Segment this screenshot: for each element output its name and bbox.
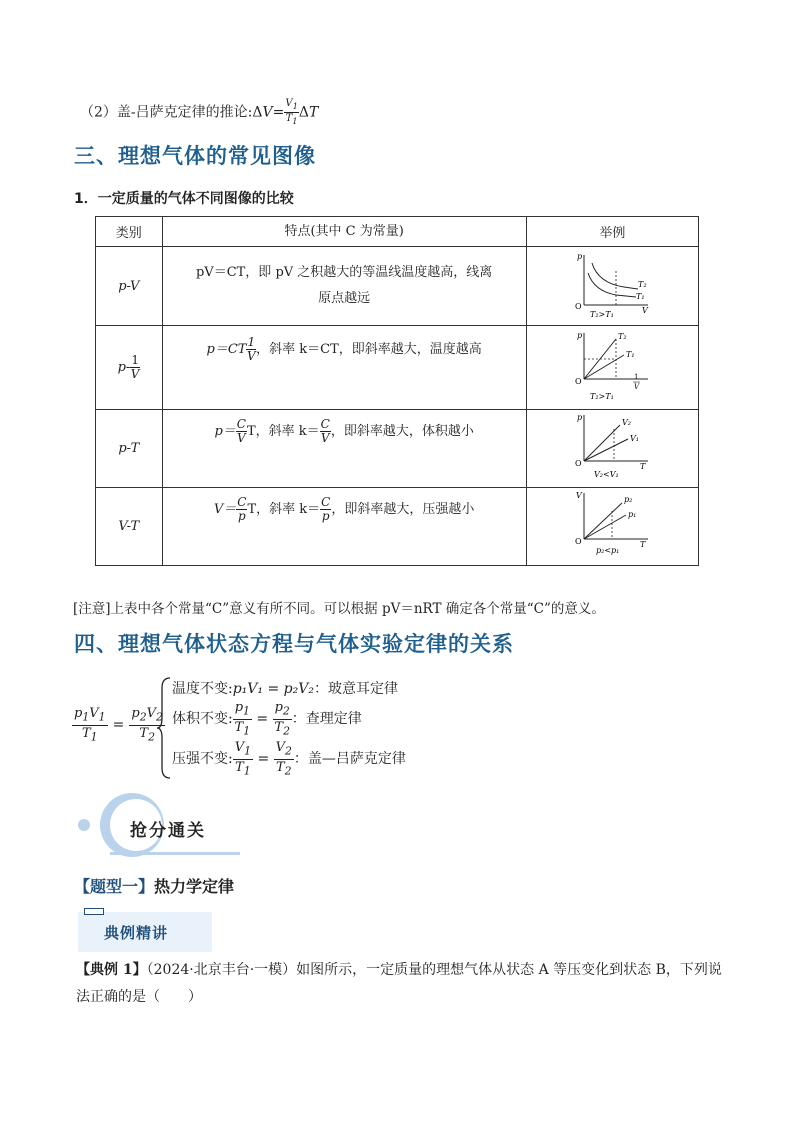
v1-over-t1-fraction: $\frac{V_1}{T_1}$: [285, 98, 298, 126]
example-graph-p-v: [526, 247, 698, 326]
lecture-label-box: 典例精讲: [78, 912, 212, 952]
banner-title: 抢分通关: [130, 821, 206, 841]
combined-gas-law-left: $\frac{p_1V_1}{T_1}$ = $\frac{p_2V_2}{T_2}$: [74, 706, 163, 744]
feature-p-inv-v: p＝CT $\frac{1}{V}$ ，斜率 k＝CT，即斜率越大，温度越高: [162, 326, 526, 410]
header-example: 举例: [526, 217, 698, 247]
header-feature: 特点(其中 C 为常量): [162, 217, 526, 247]
svg-text:T₂: T₂: [618, 331, 627, 341]
question-type-1: 【题型一】热力学定律: [74, 877, 235, 896]
p-t-graph: [572, 411, 652, 483]
svg-text:T: T: [640, 461, 646, 471]
svg-text:O: O: [575, 376, 582, 386]
svg-text:T₂>T₁: T₂>T₁: [590, 391, 615, 401]
svg-text:V: V: [634, 382, 640, 391]
svg-text:V: V: [642, 306, 649, 315]
category-p-inv-v: p- $\frac{1}{V}$: [96, 326, 163, 410]
example-graph-p-inv-v: [526, 326, 698, 410]
graph-comparison-table: [95, 216, 699, 566]
p-inv-v-graph: [572, 329, 652, 403]
gay-lussac-corollary: （2）盖-吕萨克定律的推论:ΔV= $\frac{V_1}{T_1}$ ΔT: [80, 98, 319, 126]
example-graph-v-t: [526, 488, 698, 566]
svg-text:V: V: [576, 490, 583, 500]
svg-text:T₁: T₁: [626, 349, 635, 359]
section-title-3: 三、理想气体的常见图像: [74, 144, 316, 168]
table-row: [96, 410, 699, 488]
category-p-t: p-T: [96, 410, 163, 488]
svg-text:T₂>T₁: T₂>T₁: [590, 310, 615, 319]
feature-p-v: pV＝CT，即 pV 之积越大的等温线温度越高，线离 原点越远: [162, 247, 526, 326]
category-p-v: p-V: [96, 247, 163, 326]
table-row: [96, 488, 699, 566]
svg-text:O: O: [575, 536, 582, 546]
svg-text:T: T: [640, 539, 646, 549]
svg-text:V₂<V₁: V₂<V₁: [594, 469, 620, 479]
subsection-title-1: 1．一定质量的气体不同图像的比较: [74, 191, 294, 207]
svg-text:1: 1: [634, 372, 639, 381]
table-header-row: [96, 217, 699, 247]
svg-text:T₂: T₂: [638, 280, 647, 289]
boyle-law: 温度不变:p₁V₁ = p₂V₂：玻意耳定律: [172, 681, 398, 697]
svg-text:p₂<p₁: p₂<p₁: [596, 545, 620, 555]
svg-text:O: O: [575, 458, 582, 468]
table-note: [注意]上表中各个常量“C”意义有所不同。可以根据 pV＝nRT 确定各个常量“C”的意义。: [73, 601, 605, 617]
svg-text:p: p: [577, 252, 583, 261]
svg-text:p₁: p₁: [628, 509, 637, 519]
header-category: 类别: [96, 217, 163, 247]
feature-v-t: V＝ $\frac{C}{p}$ T，斜率 k＝ $\frac{C}{p}$ ，即斜率越大，压强越小: [162, 488, 526, 566]
left-brace: [156, 676, 172, 780]
table-row: [96, 247, 699, 326]
p-v-isotherm-graph: [572, 249, 652, 319]
category-v-t: V-T: [96, 488, 163, 566]
svg-text:p₂: p₂: [624, 494, 633, 504]
v-t-graph: [572, 489, 652, 561]
svg-text:p: p: [577, 412, 583, 422]
feature-p-t: p＝ $\frac{C}{V}$ T，斜率 k＝ $\frac{C}{V}$ ，即斜率越大，体积越小: [162, 410, 526, 488]
svg-text:O: O: [575, 302, 582, 311]
charles-law: 体积不变: $\frac{p_1}{T_1}$ = $\frac{p_2}{T_2}$ ：查理定律: [172, 700, 362, 738]
svg-text:V₁: V₁: [630, 433, 640, 443]
section-title-4: 四、理想气体状态方程与气体实验定律的关系: [74, 632, 514, 656]
svg-text:T₁: T₁: [636, 292, 645, 301]
tab-marker-icon: [84, 908, 104, 915]
example-1: 【典例 1】（2024·北京丰台·一模）如图所示，一定质量的理想气体从状态 A 等压变化到状态 B，下列说法正确的是（ ）: [76, 962, 722, 1005]
svg-text:p: p: [577, 330, 583, 340]
example-graph-p-t: [526, 410, 698, 488]
svg-text:V₂: V₂: [622, 417, 632, 427]
table-row: [96, 326, 699, 410]
gay-lussac-law: 压强不变: $\frac{V_1}{T_1}$ = $\frac{V_2}{T_2}$ ：盖—吕萨克定律: [172, 740, 406, 778]
